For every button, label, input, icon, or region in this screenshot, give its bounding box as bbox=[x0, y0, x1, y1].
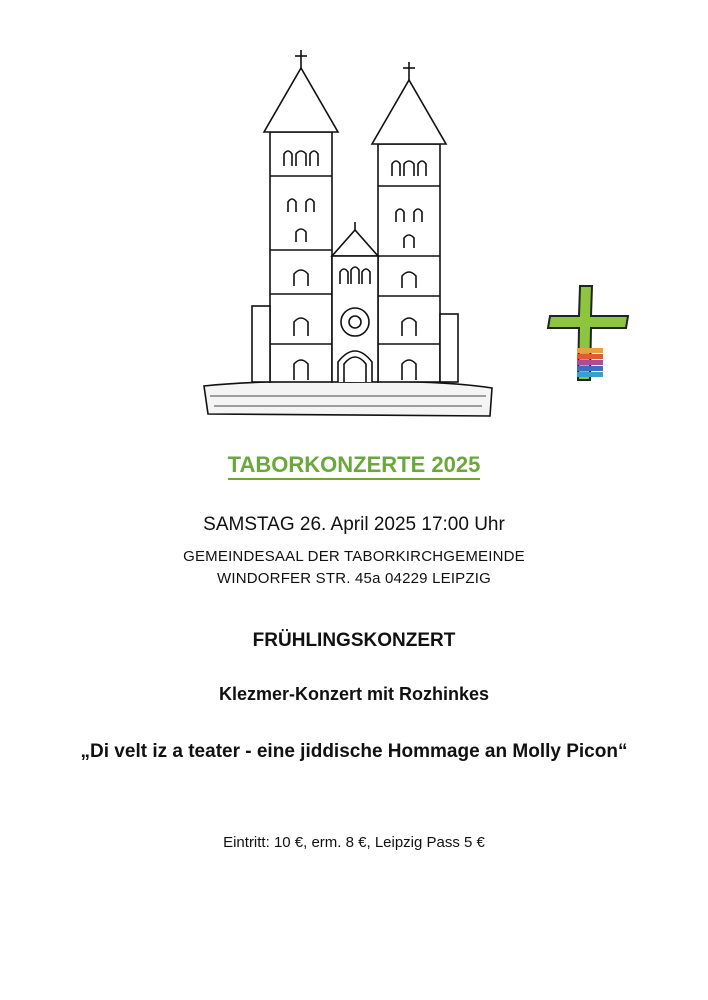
church-drawing-icon bbox=[200, 44, 496, 424]
concert-subtitle: Klezmer-Konzert mit Rozhinkes bbox=[218, 684, 490, 704]
poster-title bbox=[0, 452, 708, 478]
program-quote: „Di velt iz a teater - eine jiddische Hommage an Molly Picon“ bbox=[80, 741, 628, 762]
poster-title-text: TABORKONZERTE 2025 bbox=[228, 452, 481, 480]
venue-address bbox=[0, 546, 708, 590]
concert-name: FRÜHLINGSKONZERT bbox=[252, 630, 456, 651]
venue-line-1: GEMEINDESAAL DER TABORKIRCHGEMEINDE bbox=[183, 548, 525, 565]
rainbow-cross-logo-icon bbox=[544, 284, 632, 384]
admission-prices: Eintritt: 10 €, erm. 8 €, Leipzig Pass 5 € bbox=[223, 834, 485, 851]
venue-line-2: WINDORFER STR. 45a 04229 LEIPZIG bbox=[217, 570, 491, 587]
event-date: SAMSTAG 26. April 2025 17:00 Uhr bbox=[203, 514, 505, 535]
